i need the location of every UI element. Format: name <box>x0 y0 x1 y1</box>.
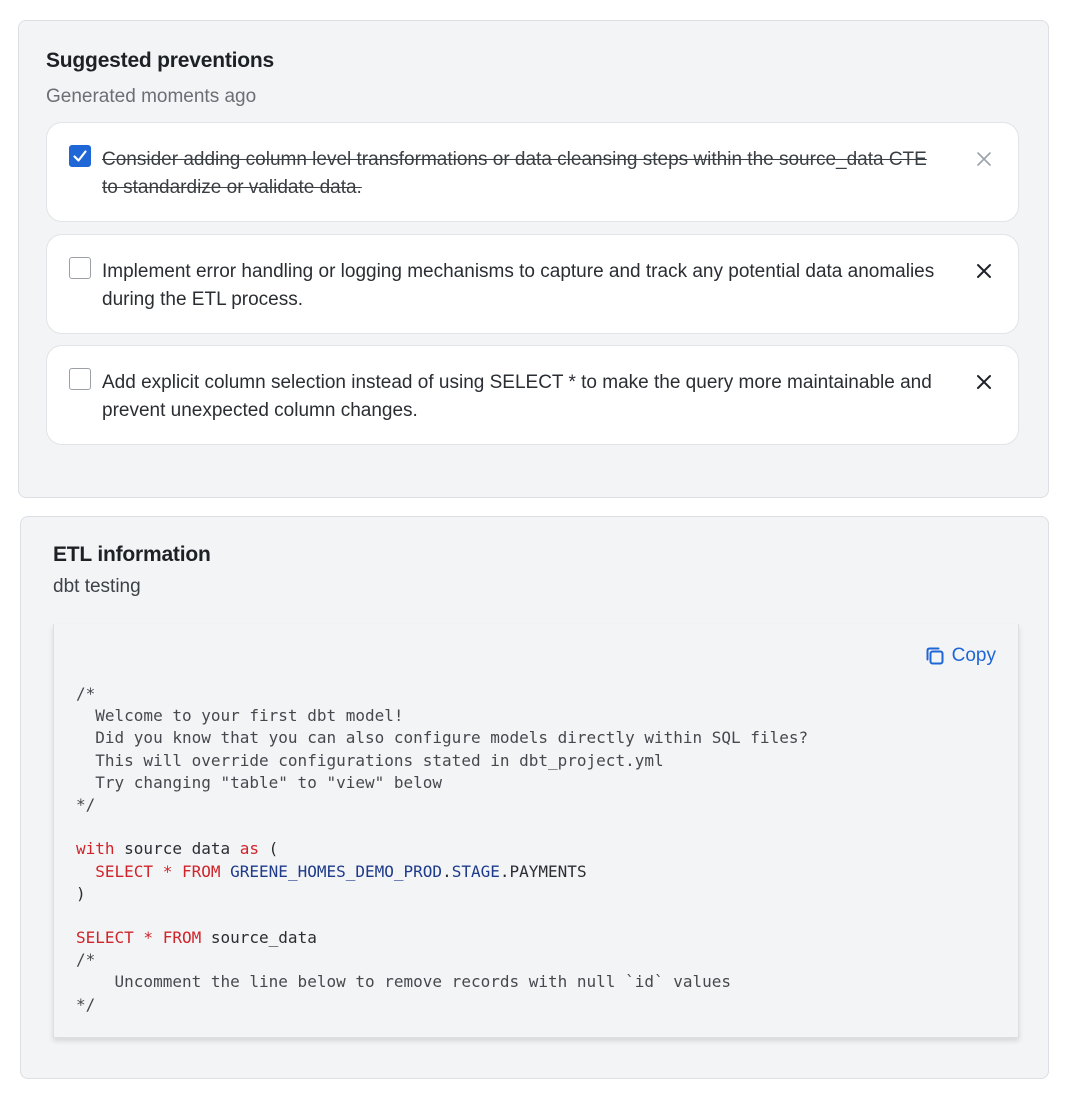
check-icon <box>72 148 88 164</box>
prevention-checkbox[interactable] <box>69 145 91 167</box>
code-token: . <box>442 861 452 881</box>
panel-title: ETL information <box>53 543 211 566</box>
code-token: This will override configurations stated in dbt_project.yml <box>76 750 664 770</box>
copy-button[interactable] <box>924 645 996 667</box>
code-token <box>221 862 231 881</box>
code-token: */ <box>76 794 96 814</box>
code-line <box>76 861 808 883</box>
code-token: Uncomment the line below to remove records with null `id` values <box>76 972 732 992</box>
code-line <box>76 794 808 816</box>
panel-subtitle: dbt testing <box>53 576 141 597</box>
code-token: SELECT * FROM <box>95 861 221 881</box>
code-line <box>76 994 808 1016</box>
code-line <box>76 816 808 838</box>
prevention-checkbox[interactable] <box>69 368 91 390</box>
code-token: */ <box>76 994 96 1014</box>
close-icon[interactable] <box>976 263 992 279</box>
code-line <box>76 971 808 993</box>
panel-subtitle: Generated moments ago <box>46 86 257 107</box>
code-content <box>76 683 808 1016</box>
prevention-checkbox[interactable] <box>69 257 91 279</box>
suggested-preventions-panel <box>18 20 1049 498</box>
copy-label: Copy <box>951 645 996 666</box>
code-line <box>76 772 808 794</box>
code-token: /* <box>76 950 96 970</box>
copy-icon <box>924 645 946 667</box>
prevention-text: Implement error handling or logging mechanisms to capture and track any potential data anomalies during the ETL process. <box>102 261 935 310</box>
code-token: ) <box>76 883 86 903</box>
code-token: ( <box>259 839 279 859</box>
etl-information-panel <box>20 516 1049 1079</box>
code-token: GREENE_HOMES_DEMO_PROD <box>230 861 443 881</box>
prevention-text: Add explicit column selection instead of using SELECT * to make the query more maintainable and prevent unexpected column changes. <box>102 372 932 421</box>
code-token: source_data <box>201 928 317 948</box>
prevention-item <box>46 345 1019 445</box>
code-line <box>76 838 808 860</box>
close-icon[interactable] <box>976 151 992 167</box>
code-line <box>76 905 808 927</box>
code-line <box>76 750 808 772</box>
code-line <box>76 705 808 727</box>
code-token: Welcome to your first dbt model! <box>76 706 404 726</box>
code-token <box>76 862 95 881</box>
code-token: Try changing "table" to "view" below <box>76 772 443 792</box>
code-line <box>76 949 808 971</box>
code-token: STAGE <box>451 861 500 881</box>
code-line <box>76 683 808 705</box>
code-line <box>76 927 808 949</box>
prevention-item <box>46 122 1019 222</box>
code-token: as <box>239 839 260 859</box>
code-token: .PAYMENTS <box>499 861 587 881</box>
code-block <box>53 624 1019 1038</box>
code-token: Did you know that you can also configure models directly within SQL files? <box>76 728 809 748</box>
code-line <box>76 727 808 749</box>
prevention-item <box>46 234 1019 334</box>
close-icon[interactable] <box>976 374 992 390</box>
code-token: source data <box>114 839 240 859</box>
code-token: /* <box>76 684 96 703</box>
code-token: SELECT * FROM <box>76 928 202 948</box>
code-line <box>76 883 808 905</box>
panel-title: Suggested preventions <box>46 49 275 72</box>
code-token: with <box>76 839 115 859</box>
prevention-text: Consider adding column level transformations or data cleansing steps within the source_data CTE to standardize or validate data. <box>102 149 927 198</box>
